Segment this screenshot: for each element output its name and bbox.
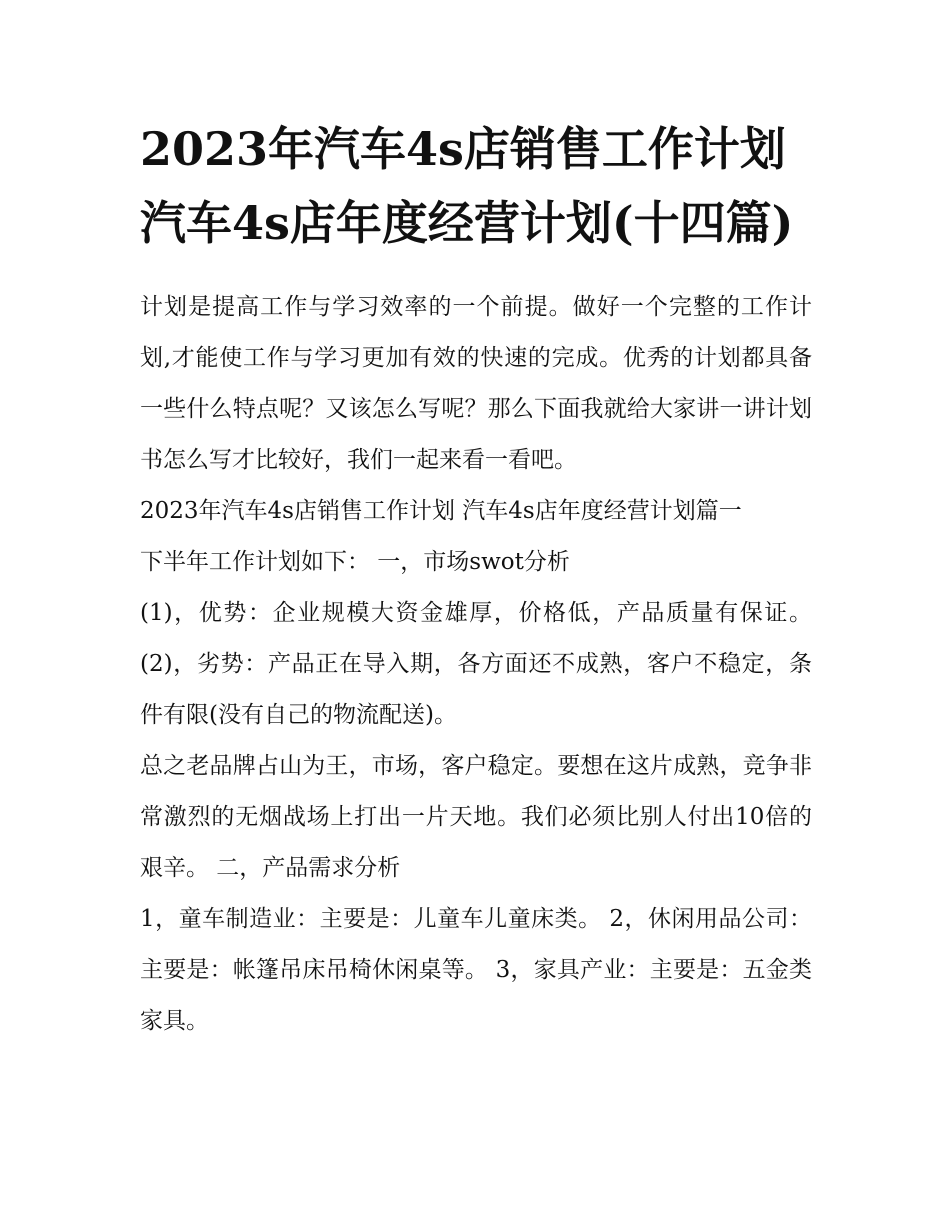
- paragraph-plan-swot: 下半年工作计划如下： 一，市场swot分析: [140, 549, 570, 575]
- document-title: 2023年汽车4s店销售工作计划 汽车4s店年度经营计划(十四篇): [140, 122, 794, 250]
- paragraph-section-heading: 2023年汽车4s店销售工作计划 汽车4s店年度经营计划篇一: [140, 498, 742, 524]
- paragraph-demand: 1，童车制造业：主要是：儿童车儿童床类。 2，休闲用品公司：主要是：帐篷吊床吊椅休闲桌等。 3，家具产业：主要是：五金类家具。: [140, 906, 812, 1034]
- paragraph-strengths-weaknesses: (1)，优势：企业规模大资金雄厚，价格低，产品质量有保证。 (2)，劣势：产品正在导入期，各方面还不成熟，客户不稳定，条件有限(没有自己的物流配送)。: [140, 600, 812, 728]
- paragraph-summary: 总之老品牌占山为王，市场，客户稳定。要想在这片成熟，竞争非常激烈的无烟战场上打出一片天地。我们必须比别人付出10倍的艰辛。 二，产品需求分析: [140, 753, 812, 881]
- paragraph-intro: 计划是提高工作与学习效率的一个前提。做好一个完整的工作计划,才能使工作与学习更加有效的快速的完成。优秀的计划都具备一些什么特点呢？又该怎么写呢？那么下面我就给大家讲一讲计划书怎么写才比较好，我们一起来看一看吧。: [140, 294, 812, 473]
- document-page: [140, 112, 812, 1047]
- document-body: [140, 282, 812, 1047]
